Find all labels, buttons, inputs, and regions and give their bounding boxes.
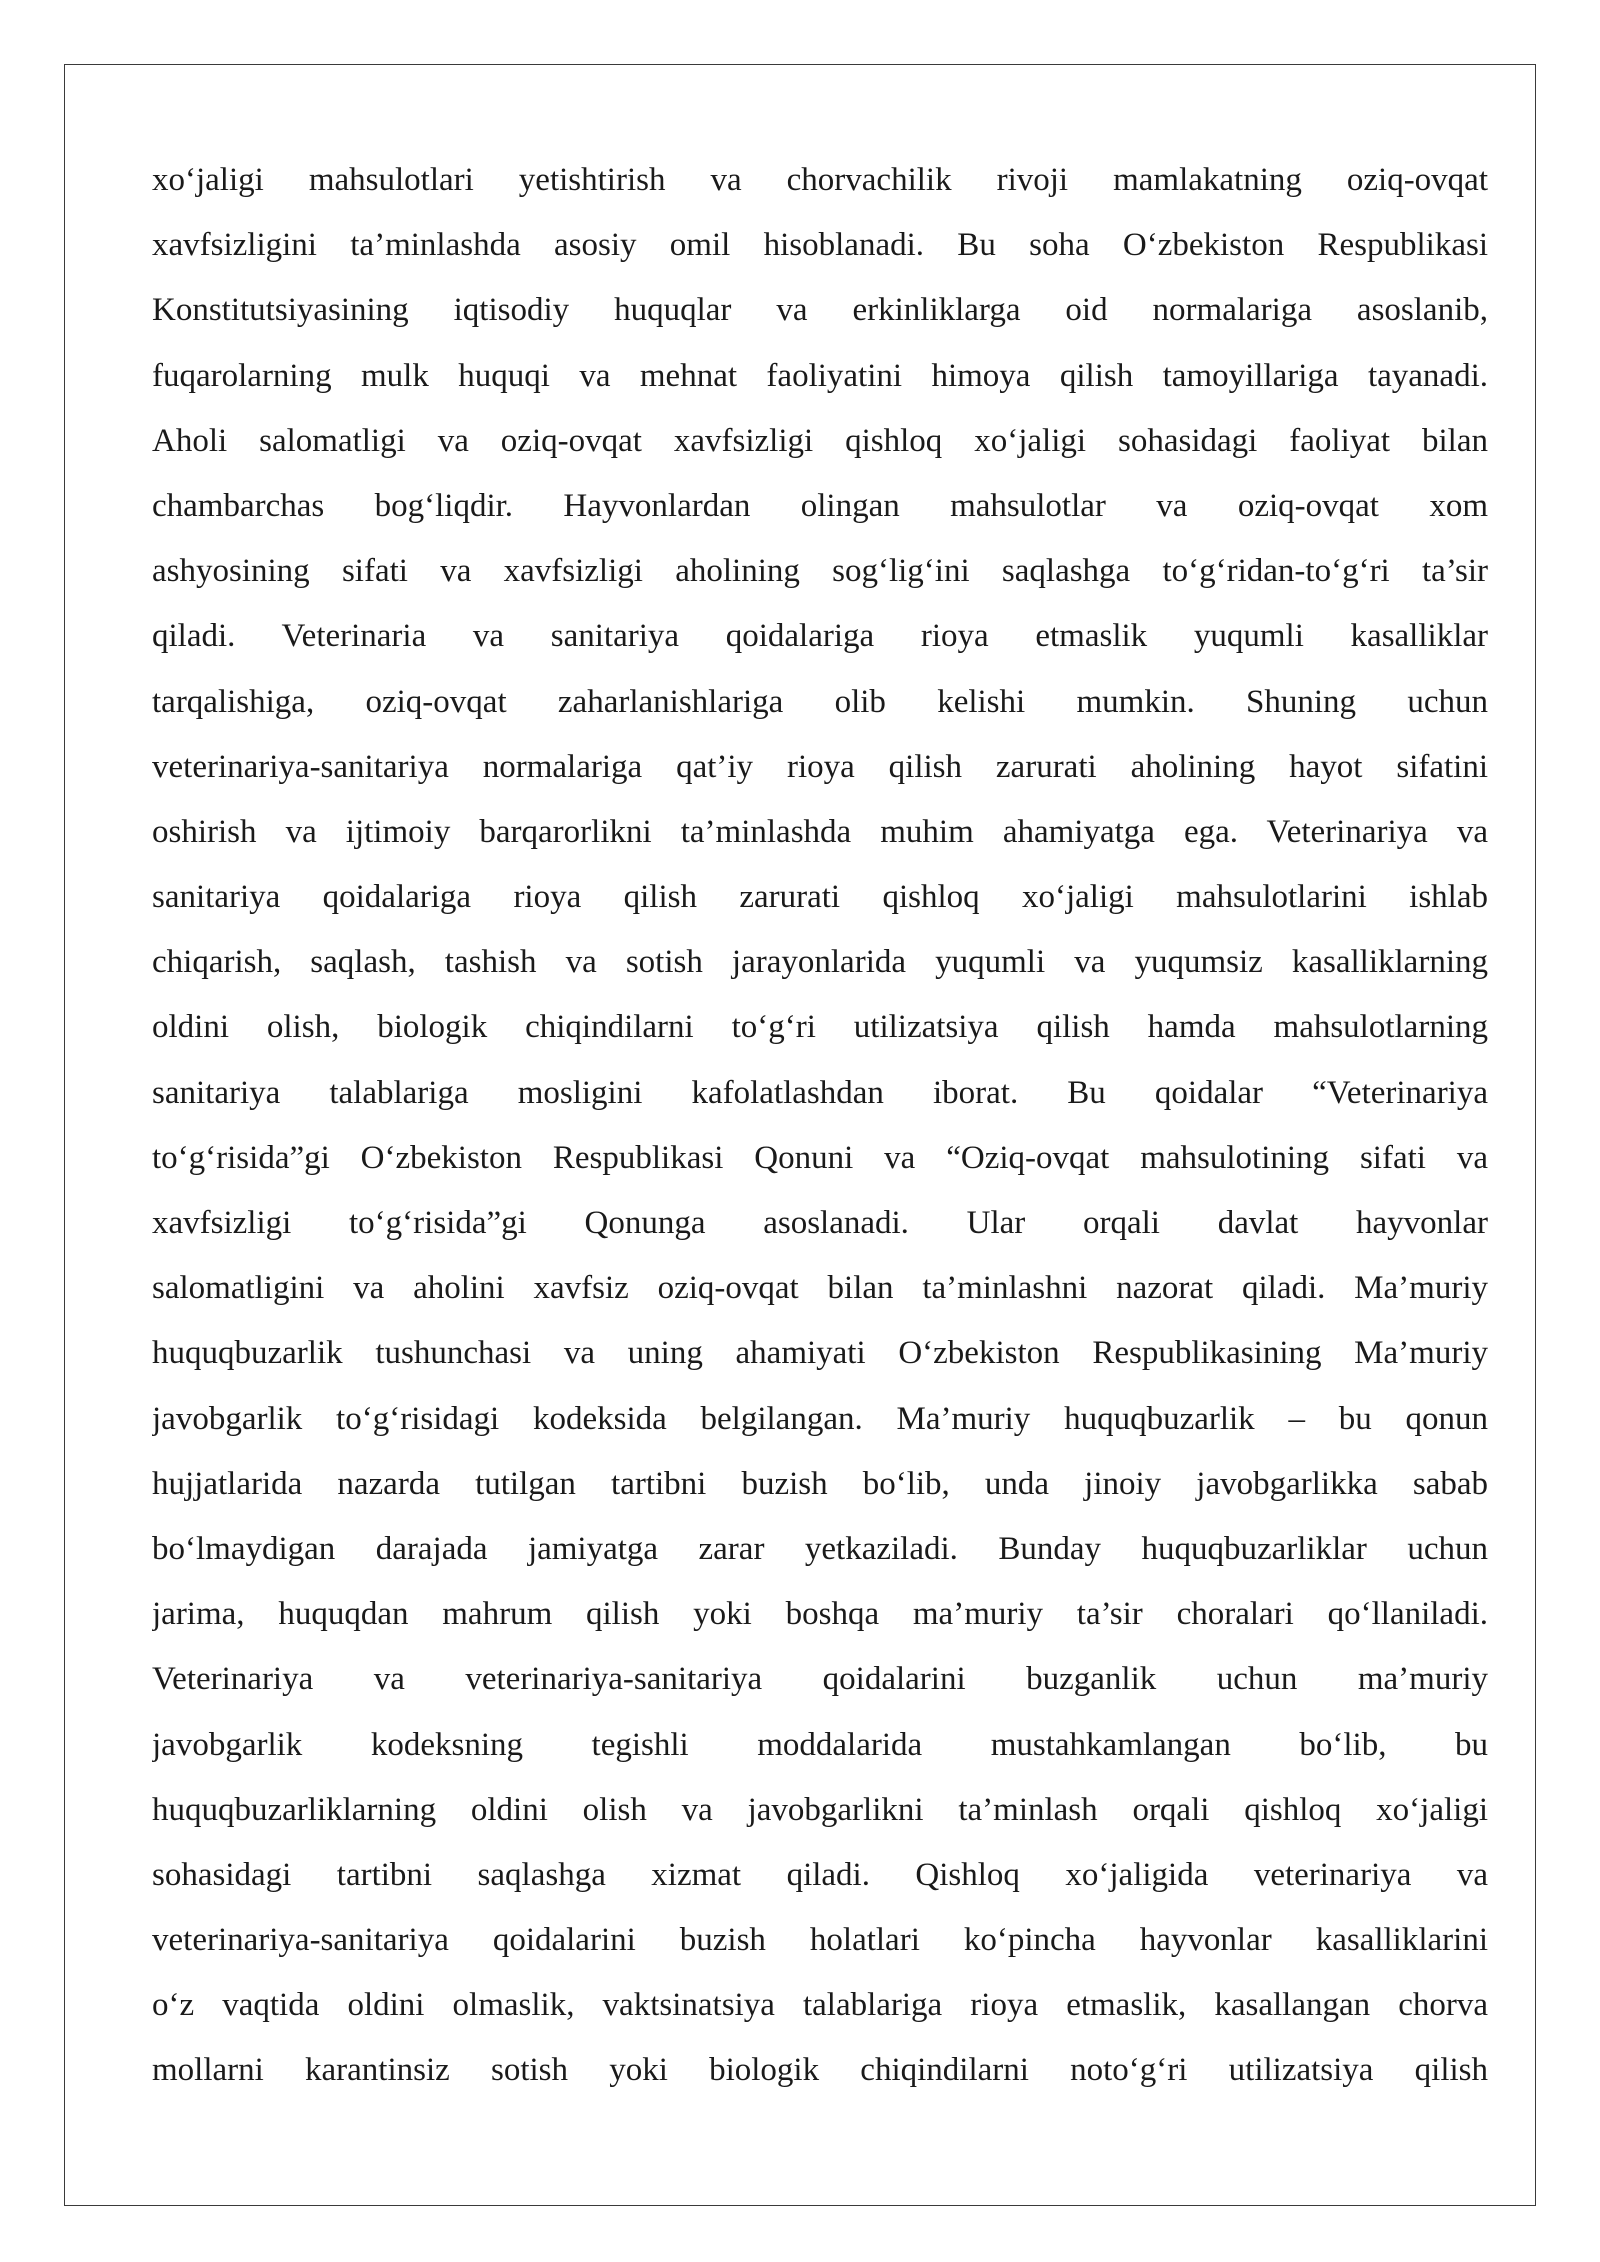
text-line: mollarni karantinsiz sotish yoki biologik chiqindilarni noto‘g‘ri utilizatsiya qilish xyxy=(152,2052,1488,2089)
text-line: sanitariya talablariga mosligini kafolatlashdan iborat. Bu qoidalar “Veterinariya xyxy=(152,1074,1488,1111)
text-line: bo‘lmaydigan darajada jamiyatga zarar yetkaziladi. Bunday huquqbuzarliklar uchun xyxy=(152,1530,1488,1567)
text-line: veterinariya-sanitariya qoidalarini buzish holatlari ko‘pincha hayvonlar kasalliklarini xyxy=(152,1922,1488,1959)
text-line: ashyosining sifati va xavfsizligi aholining sog‘lig‘ini saqlashga to‘g‘ridan-to‘g‘ri ta’sir xyxy=(152,553,1488,590)
text-line: o‘z vaqtida oldini olmaslik, vaktsinatsiya talablariga rioya etmaslik, kasallangan chorva xyxy=(152,1987,1488,2024)
text-line: hujjatlarida nazarda tutilgan tartibni buzish bo‘lib, unda jinoiy javobgarlikka sabab xyxy=(152,1465,1488,1502)
text-line: javobgarlik to‘g‘risidagi kodeksida belgilangan. Ma’muriy huquqbuzarlik – bu qonun xyxy=(152,1400,1488,1437)
text-line: xavfsizligi to‘g‘risida”gi Qonunga asoslanadi. Ular orqali davlat hayvonlar xyxy=(152,1205,1488,1241)
text-line: to‘g‘risida”gi O‘zbekiston Respublikasi Qonuni va “Oziq-ovqat mahsulotining sifati va xyxy=(152,1139,1488,1176)
text-line: fuqarolarning mulk huquqi va mehnat faoliyatini himoya qilish tamoyillariga tayanadi. xyxy=(152,357,1488,394)
text-line: huquqbuzarlik tushunchasi va uning ahamiyati O‘zbekiston Respublikasining Ma’muriy xyxy=(152,1335,1488,1372)
text-line: Veterinariya va veterinariya-sanitariya qoidalarini buzganlik uchun ma’muriy xyxy=(152,1661,1488,1698)
text-line: huquqbuzarliklarning oldini olish va javobgarlikni ta’minlash orqali qishloq xo‘jaligi xyxy=(152,1791,1488,1828)
text-line: chambarchas bog‘liqdir. Hayvonlardan olingan mahsulotlar va oziq-ovqat xom xyxy=(152,487,1488,524)
text-line: tarqalishiga, oziq-ovqat zaharlanishlariga olib kelishi mumkin. Shuning uchun xyxy=(152,683,1488,720)
text-line: Aholi salomatligi va oziq-ovqat xavfsizligi qishloq xo‘jaligi sohasidagi faoliyat bilan xyxy=(152,422,1488,459)
text-line: xo‘jaligi mahsulotlari yetishtirish va chorvachilik rivoji mamlakatning oziq-ovqat xyxy=(152,162,1488,198)
text-line: sohasidagi tartibni saqlashga xizmat qiladi. Qishloq xo‘jaligida veterinariya va xyxy=(152,1856,1488,1893)
text-line: oldini olish, biologik chiqindilarni to‘g‘ri utilizatsiya qilish hamda mahsulotlarning xyxy=(152,1009,1488,1046)
document-body xyxy=(152,148,1488,2104)
text-line: xavfsizligini ta’minlashda asosiy omil hisoblanadi. Bu soha O‘zbekiston Respublikasi xyxy=(152,227,1488,264)
text-line: javobgarlik kodeksning tegishli moddalarida mustahkamlangan bo‘lib, bu xyxy=(152,1726,1488,1763)
text-line: veterinariya-sanitariya normalariga qat’iy rioya qilish zarurati aholining hayot sifatini xyxy=(152,748,1488,785)
text-line: sanitariya qoidalariga rioya qilish zarurati qishloq xo‘jaligi mahsulotlarini ishlab xyxy=(152,879,1488,916)
text-line: salomatligini va aholini xavfsiz oziq-ovqat bilan ta’minlashni nazorat qiladi. Ma’muriy xyxy=(152,1270,1488,1307)
text-line: oshirish va ijtimoiy barqarorlikni ta’minlashda muhim ahamiyatga ega. Veterinariya va xyxy=(152,813,1488,850)
text-line: qiladi. Veterinaria va sanitariya qoidalariga rioya etmaslik yuqumli kasalliklar xyxy=(152,618,1488,655)
text-line: jarima, huquqdan mahrum qilish yoki boshqa ma’muriy ta’sir choralari qo‘llaniladi. xyxy=(152,1596,1488,1633)
text-line: chiqarish, saqlash, tashish va sotish jarayonlarida yuqumli va yuqumsiz kasalliklarning xyxy=(152,944,1488,981)
text-line: Konstitutsiyasining iqtisodiy huquqlar va erkinliklarga oid normalariga asoslanib, xyxy=(152,292,1488,329)
